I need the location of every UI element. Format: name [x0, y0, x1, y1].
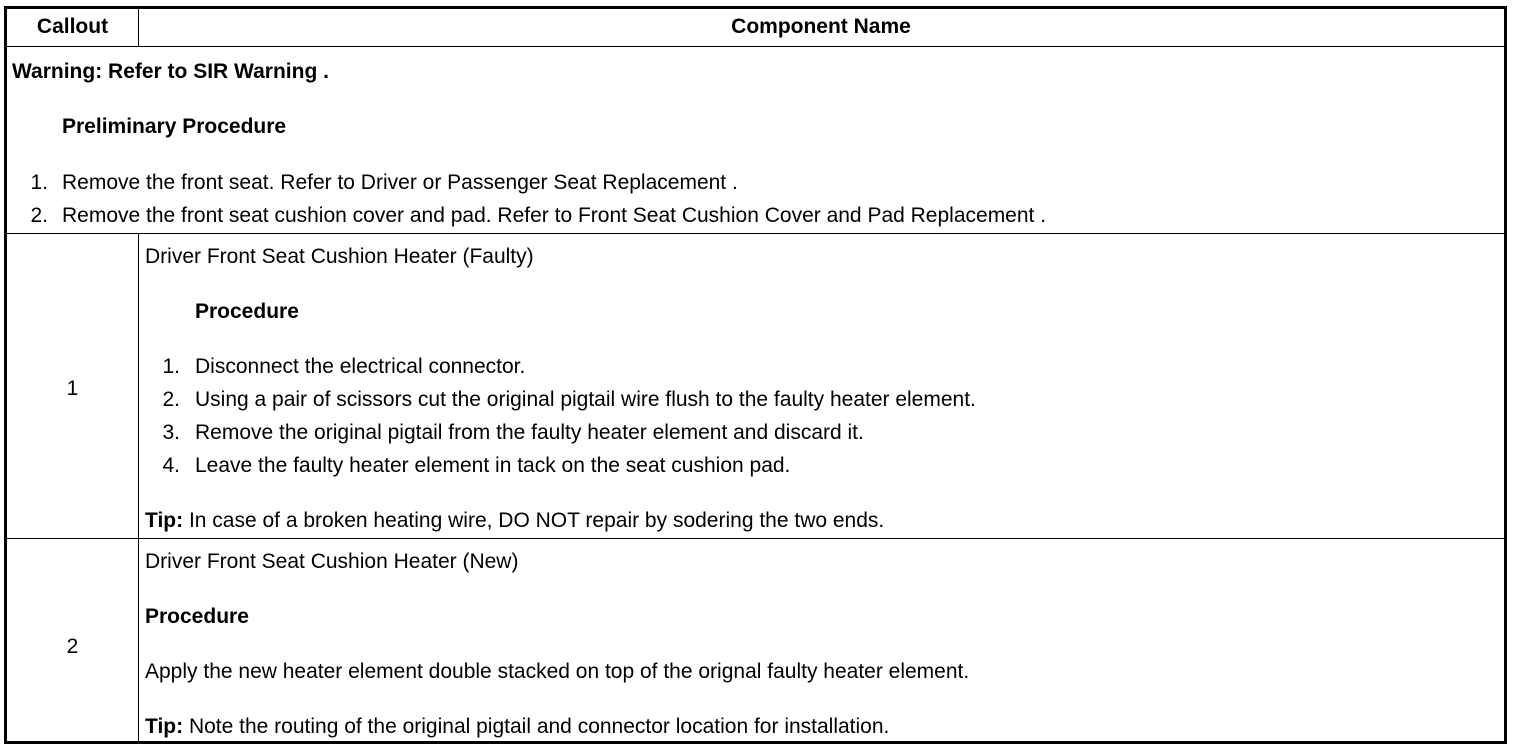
row-callout-1: 1 — [66, 377, 79, 400]
preamble-step-text: Remove the front seat cushion cover and pad. Refer to Front Seat Cushion Cover and Pad Replacement . — [62, 204, 1047, 227]
row1-step-number: 1. — [162, 355, 180, 378]
row-tip-1 — [145, 509, 884, 533]
preamble-step-number: 2. — [30, 204, 48, 227]
row1-step-number: 4. — [162, 454, 180, 477]
tip-label: Tip: — [145, 715, 184, 738]
row-procedure-body-2: Apply the new heater element double stacked on top of the orignal faulty heater element. — [145, 660, 970, 683]
row1-step-text: Disconnect the electrical connector. — [195, 355, 526, 378]
row-callout-2: 2 — [66, 635, 79, 658]
row-tip-2 — [145, 715, 889, 739]
callout-column-divider — [138, 233, 139, 741]
row1-step-number: 2. — [162, 388, 180, 411]
row-component-name-1: Driver Front Seat Cushion Heater (Faulty) — [145, 245, 534, 268]
preamble-step-number: 1. — [30, 171, 48, 194]
row1-step-text: Using a pair of scissors cut the original pigtail wire flush to the faulty heater element. — [195, 388, 976, 411]
preliminary-procedure-title: Preliminary Procedure — [62, 115, 287, 138]
warning-text: Warning: Refer to SIR Warning . — [12, 60, 329, 83]
header-component-name: Component Name — [731, 15, 911, 38]
row1-step-number: 3. — [162, 421, 180, 444]
row1-step-text: Remove the original pigtail from the faulty heater element and discard it. — [195, 421, 864, 444]
preamble-step-text: Remove the front seat. Refer to Driver or Passenger Seat Replacement . — [62, 171, 738, 194]
row-component-name-2: Driver Front Seat Cushion Heater (New) — [145, 550, 519, 573]
tip-text: Note the routing of the original pigtail and connector location for installation. — [183, 715, 890, 738]
tip-label: Tip: — [145, 509, 184, 532]
row-procedure-title-2: Procedure — [145, 605, 249, 628]
row1-step-text: Leave the faulty heater element in tack on the seat cushion pad. — [195, 454, 791, 477]
row-divider-2 — [7, 538, 1504, 539]
component-table — [4, 6, 1507, 744]
row-procedure-title-1: Procedure — [195, 300, 299, 323]
tip-text: In case of a broken heating wire, DO NOT repair by sodering the two ends. — [183, 509, 885, 532]
header-divider — [7, 46, 1504, 47]
header-callout: Callout — [36, 15, 109, 38]
row-divider-1 — [7, 233, 1504, 234]
